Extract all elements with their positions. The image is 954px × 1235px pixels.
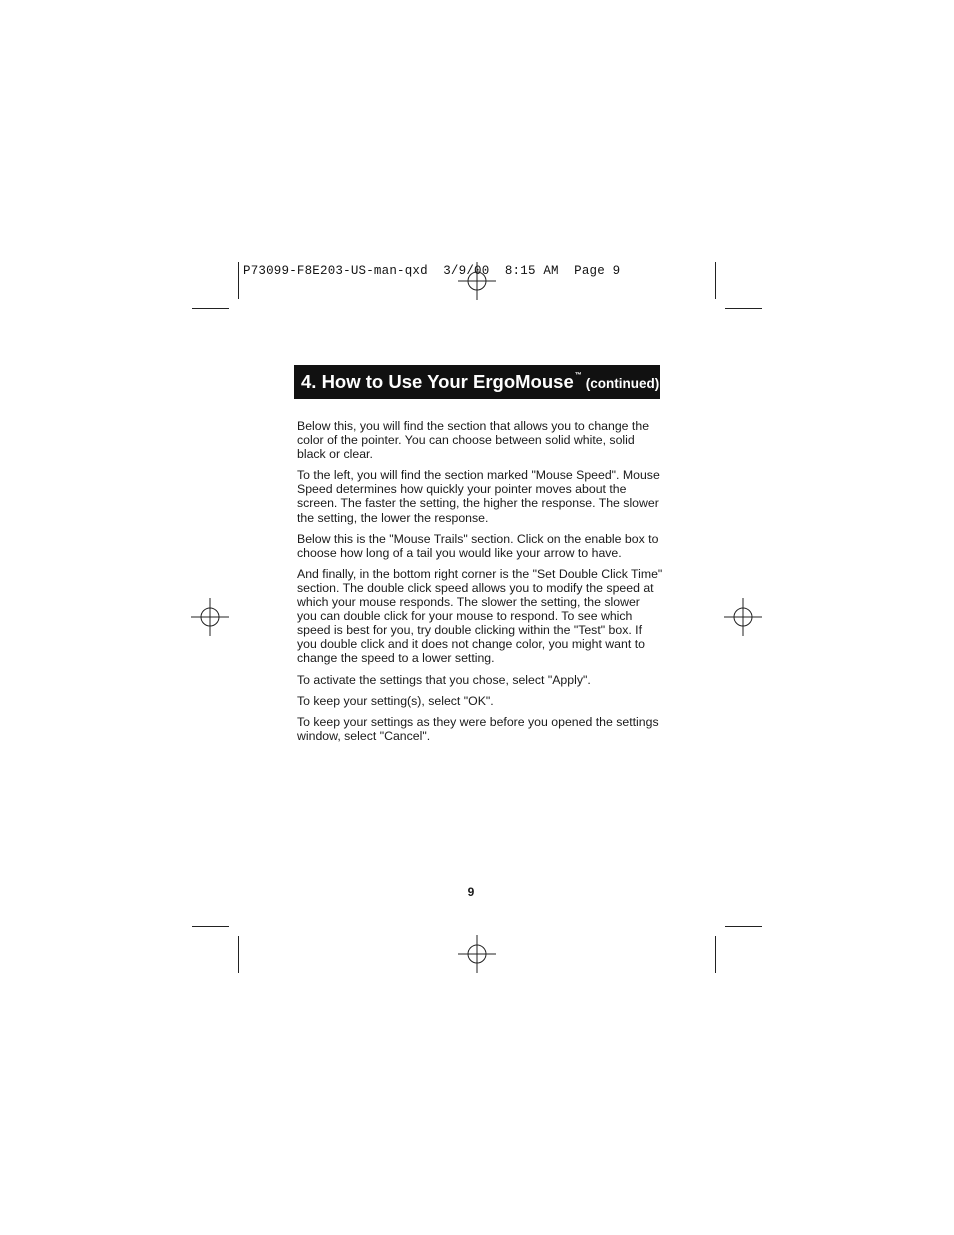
section-heading-continued: (continued) bbox=[585, 375, 660, 391]
crop-mark-bottom-left-horizontal bbox=[192, 926, 229, 927]
section-heading bbox=[294, 365, 660, 399]
paragraph-mouse-speed: To the left, you will find the section marked "Mouse Speed". Mouse Speed determines how quickly your pointer moves about the screen. The faster the setting, the higher the response. The slower the setting, the lower the response. bbox=[297, 468, 660, 525]
paragraph-apply: To activate the settings that you chose, select "Apply". bbox=[297, 672, 591, 687]
crop-mark-top-right-vertical bbox=[715, 262, 716, 299]
paragraph-mouse-trails: Below this is the "Mouse Trails" section. Click on the enable box to choose how long of a tail you would like your arrow to have. bbox=[297, 531, 659, 560]
crop-mark-bottom-left-vertical bbox=[238, 936, 239, 973]
slug-line: P73099-F8E203-US-man-qxd 3/9/00 8:15 AM Page 9 bbox=[243, 264, 621, 278]
paragraph-cancel: To keep your settings as they were before you opened the settings window, select "Cancel". bbox=[297, 714, 659, 743]
crop-mark-bottom-right-horizontal bbox=[725, 926, 762, 927]
registration-mark-right-icon bbox=[724, 598, 762, 636]
paragraph-ok: To keep your setting(s), select "OK". bbox=[297, 693, 494, 708]
crop-mark-top-right-horizontal bbox=[725, 308, 762, 309]
paragraph-double-click: And finally, in the bottom right corner is the "Set Double Click Time" section. The double click speed allows you to modify the speed at which your mouse responds. The slower the setting, the slower you can double click for your mouse to respond. To see which speed is best for you, try double clicking within the "Test" box. If you double click and it does not change color, you might want to change the speed to a lower setting. bbox=[297, 566, 663, 666]
registration-mark-top-icon bbox=[458, 262, 496, 300]
crop-mark-top-left-horizontal bbox=[192, 308, 229, 309]
registration-mark-bottom-icon bbox=[458, 935, 496, 973]
body-text bbox=[297, 419, 663, 750]
section-heading-title: 4. How to Use Your ErgoMouse bbox=[301, 371, 574, 392]
trademark-symbol: ™ bbox=[574, 371, 582, 379]
page-number: 9 bbox=[467, 885, 475, 899]
paragraph-pointer-color: Below this, you will find the section that allows you to change the color of the pointer. You can choose between solid white, solid black or clear. bbox=[297, 419, 650, 462]
crop-mark-top-left-vertical bbox=[238, 262, 239, 299]
crop-mark-bottom-right-vertical bbox=[715, 936, 716, 973]
registration-mark-left-icon bbox=[191, 598, 229, 636]
